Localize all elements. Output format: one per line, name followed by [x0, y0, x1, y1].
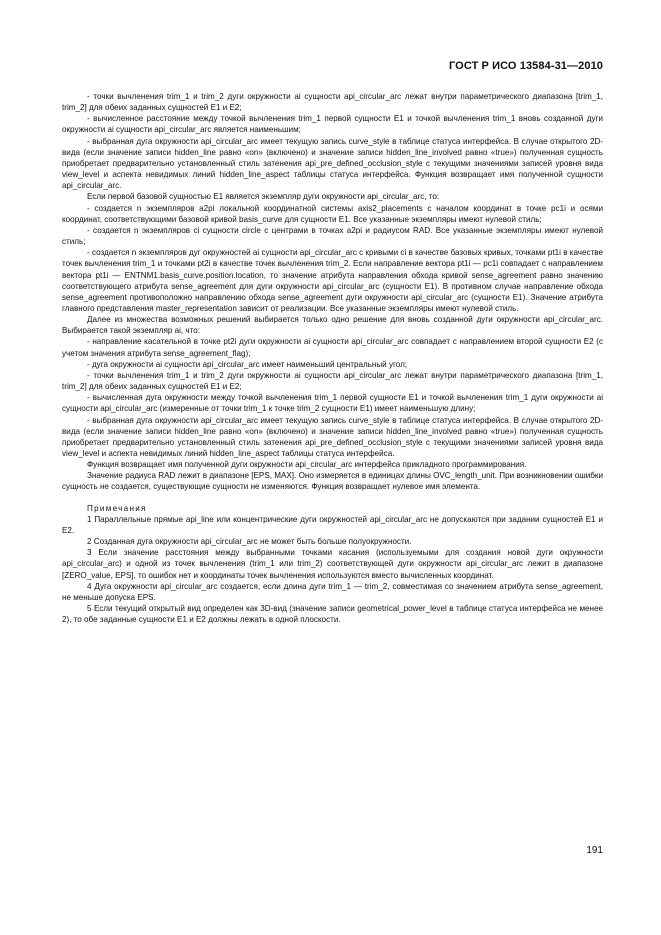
note-item: 5 Если текущий открытый вид определен как 3D-вид (значение записи geometrical_power_level в таблице статуса интерфейса не менее 2), то обе заданные сущности E1 и E2 должны лежать в одной плоскости.	[62, 604, 603, 625]
paragraph: - выбранная дуга окружности api_circular_arc имеет текущую запись curve_style в таблице статуса интерфейса. В случае открытого 2D-вида (если значение записи hidden_line равно «on» (включено) и значение записи hidden_line_involved равно «true») полученная сущность приобретает предварительно установленный стиль затенения api_pre_defined_occlusion_style с текущими значениями записей уровня вида view_level и аспекта невидимых линий hidden_line_aspect таблицы статуса интерфейса. Функция возвращает имя полученной сущности api_circular_arc.	[62, 136, 603, 191]
document-header: ГОСТ Р ИСО 13584-31—2010	[448, 60, 603, 72]
paragraph: Значение радиуса RAD лежит в диапазоне [EPS, MAX]. Оно измеряется в единицах длины OVC_length_unit. При возникновении ошибки сущность не создается, существующие сущности не изменяются. Функция возвращает нулевое имя элемента.	[62, 471, 603, 492]
paragraph: - направление касательной в точке pt2i дуги окружности ai сущности api_circular_arc совпадает с направлением второй сущности E2 (с учетом значения атрибута sense_agreement_flag);	[62, 337, 603, 358]
paragraph: - точки вычленения trim_1 и trim_2 дуги окружности ai сущности api_circular_arc лежат внутри параметрического диапазона [trim_1, trim_2] для обеих заданных сущностей E1 и E2;	[62, 92, 603, 113]
paragraph: Далее из множества возможных решений выбирается только одно решение для вновь созданной дуги окружности api_circular_arc. Выбирается такой экземпляр ai, что:	[62, 315, 603, 336]
paragraph: - вычисленная дуга окружности между точкой вычленения trim_1 первой сущности E1 и точкой вычленения trim_1 дуги окружности ai сущности api_circular_arc (измеренные от точки trim_1 к точке trim_2 сущности E1) имеет наименьшую длину;	[62, 393, 603, 414]
paragraph: Функция возвращает имя полученной дуги окружности api_circular_arc интерфейса прикладного программирования.	[87, 460, 527, 470]
paragraph: - создается n экземпляров ci сущности circle с центрами в точках a2pi и радиусом RAD. Все указанные экземпляры имеют нулевой стиль;	[62, 225, 603, 247]
note-item: 2 Созданная дуга окружности api_circular_arc не может быть больше полуокружности.	[87, 537, 412, 547]
document-body	[62, 91, 603, 625]
page-number: 191	[586, 845, 603, 856]
paragraph: - создается n экземпляров дуг окружностей ai сущности api_circular_arc с кривыми ci в качестве базовых кривых, точками pt1i в качестве точек вычленения trim_1 и точками pt2i в качестве точек вычленения trim_2. Если направление вектора pt1i — pc1i совпадает с направлением вектора pt1i — ENTNM1.basis_curve.position.location, то значение атрибута направления обхода кривой sense_agreement равно значению соответствующего атрибута sense_agreement для дуги окружности api_circular_arc (сущности E1). В противном случае направление обхода sense_agreement противоположно направлению обхода sense_agreement дуги окружности api_circular_arc (сущности E1). Значение атрибута главного представления master_representation зависит от реализации. Все указанные экземпляры имеют нулевой стиль.	[62, 248, 603, 313]
note-item: 3 Если значение расстояния между выбранными точками касания (используемыми для создания новой дуги окружности api_circular_arc) и одной из точек вычленения (trim_1 или trim_2) соответствующей дуги окружности api_circular_arc лежит в диапазоне [ZERO_value, EPS], то ошибок нет и координаты точек вычленения используются вместо вычисленных координат.	[62, 548, 603, 580]
note-item: 1 Параллельные прямые api_line или концентрические дуги окружностей api_circular_arc не допускаются при задании сущностей E1 и E2.	[62, 514, 603, 535]
paragraph: Если первой базовой сущностью E1 является экземпляр дуги окружности api_circular_arc, то:	[87, 192, 440, 202]
paragraph: - выбранная дуга окружности api_circular_arc имеет текущую запись curve_style в таблице статуса интерфейса. В случае открытого 2D-вида (если значение записи hidden_line равно «on» (включено) и значение записи hidden_line_involved равно «true») полученная сущность приобретает предварительно установленный стиль затенения api_pre_defined_occlusion_style с текущими значениями записей уровня вида view_level и аспекта невидимых линий hidden_line_aspect таблицы статуса интерфейса.	[62, 415, 603, 458]
paragraph: - вычисленное расстояние между точкой вычленения trim_1 первой сущности E1 и точкой вычленения trim_1 вновь созданной дуги окружности ai сущности api_circular_arc является наименьшим;	[62, 114, 603, 135]
paragraph: - дуга окружности ai сущности api_circular_arc имеет наименьший центральный угол;	[87, 359, 408, 369]
note-item: 4 Дуга окружности api_circular_arc создается, если длина дуги trim_1 — trim_2, совместимая со значением атрибута sense_agreement, не меньше допуска EPS.	[62, 581, 603, 602]
spacer	[62, 493, 603, 503]
paragraph: - точки вычленения trim_1 и trim_2 дуги окружности ai сущности api_circular_arc лежат внутри параметрического диапазона [trim_1, trim_2] для обеих заданных сущностей E1 и E2;	[62, 370, 603, 392]
notes-heading: Примечания	[87, 503, 147, 513]
paragraph: - создается n экземпляров a2pi локальной координатной системы axis2_placements с началом координат в точке pc1i и осями координат, соответствующими базовой кривой basis_curve для сущности E1. Все указанные экземпляры имеют нулевой стиль;	[62, 203, 603, 224]
